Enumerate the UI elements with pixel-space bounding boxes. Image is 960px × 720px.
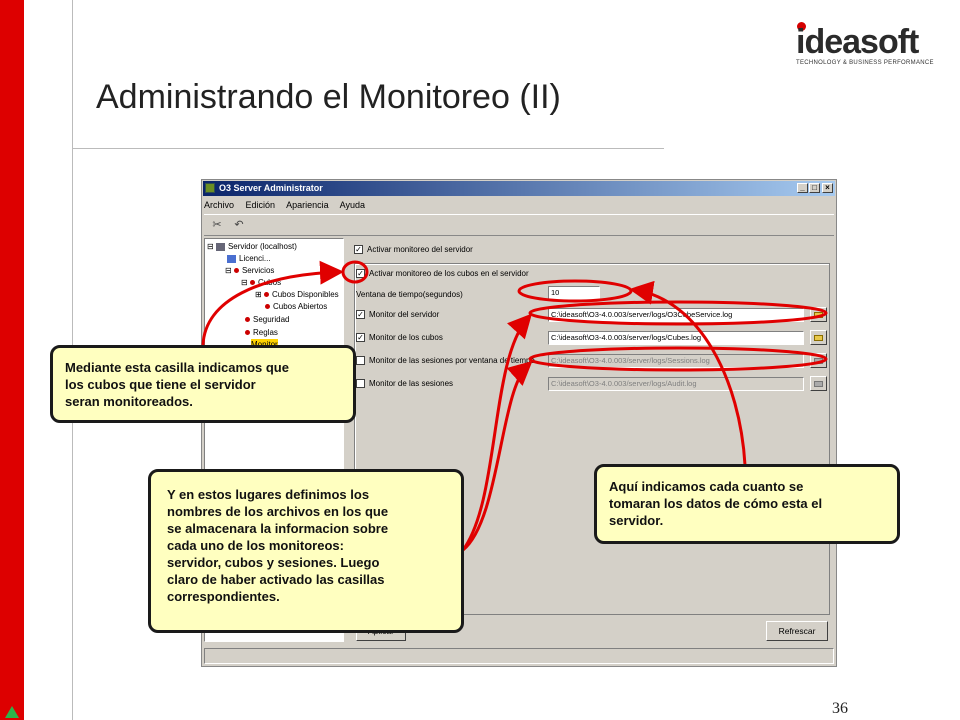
callout-time: Aquí indicamos cada cuanto se tomaran los datos de cómo esta el servidor. — [594, 464, 900, 544]
tree-item-licencia[interactable]: Licenci... — [227, 253, 271, 264]
activate-cubes-checkbox[interactable]: ✓ Activar monitoreo de los cubos en el servidor — [357, 269, 529, 279]
time-window-input[interactable]: 10 — [548, 286, 600, 300]
tree-item-servicios[interactable]: ⊟ Servicios — [225, 266, 275, 275]
checkbox-icon: ✓ — [355, 245, 362, 255]
tree-item-cubos-abiertos[interactable]: Cubos Abiertos — [265, 301, 327, 312]
checkbox-icon: ✓ — [357, 269, 364, 279]
cubes-checkbox-circle — [343, 262, 367, 282]
server-log-path[interactable]: C:\ideasoft\O3-4.0.003/server/logs/O3CubeService.log — [548, 308, 804, 322]
menu-archivo[interactable]: Archivo — [204, 200, 235, 210]
menu-apariencia[interactable]: Apariencia — [286, 200, 329, 210]
tree-item-servidor[interactable]: ⊟ Servidor (localhost) — [207, 242, 297, 251]
sessions-window-log-path[interactable]: C:\ideasoft\O3-4.0.003/server/logs/Sessions.log — [548, 354, 804, 368]
logo-tagline: TECHNOLOGY & BUSINESS PERFORMANCE — [796, 60, 934, 66]
checkbox-icon: ✓ — [357, 333, 364, 343]
files-arrow-1 — [463, 318, 528, 550]
page-number: 36 — [832, 700, 848, 717]
sessions-log-path[interactable]: C:\ideasoft\O3-4.0.003/server/logs/Audit.log — [548, 377, 804, 391]
tree-item-seguridad[interactable]: Seguridad — [245, 314, 289, 325]
close-button[interactable]: × — [822, 183, 833, 193]
tree-item-cubos-disponibles[interactable]: ⊞ Cubos Disponibles — [255, 290, 339, 299]
window-title: O3 Server Administrator — [219, 183, 323, 193]
callout-files: Y en estos lugares definimos los nombres de los archivos en los que se almacenara la informacion sobre cada uno de los monitoreos: servidor, cubos y sesiones. Luego claro de haber activado las casillas correspondientes. — [148, 469, 464, 633]
activate-server-checkbox[interactable]: ✓ Activar monitoreo del servidor — [355, 245, 473, 255]
files-arrow-2 — [463, 365, 528, 550]
slide-title: Administrando el Monitoreo (II) — [96, 78, 561, 116]
tree-item-reglas[interactable]: Reglas — [245, 327, 278, 338]
tree-item-cubos[interactable]: ⊟ Cubos — [241, 278, 282, 287]
sessions-path-circle — [530, 348, 826, 370]
cubes-log-path[interactable]: C:\ideasoft\O3-4.0.003/server/logs/Cubes.log — [548, 331, 804, 345]
cut-icon[interactable]: ✂ — [212, 219, 222, 231]
monitor-server-checkbox[interactable]: ✓ Monitor del servidor — [357, 310, 440, 320]
refresh-button[interactable]: Refrescar — [766, 621, 828, 641]
time-field-circle — [519, 281, 631, 301]
monitor-cubes-checkbox[interactable]: ✓ Monitor de los cubos — [357, 333, 443, 343]
logo-brand: ideasoft — [796, 23, 919, 61]
server-path-circle — [530, 302, 826, 324]
callout-cubes: Mediante esta casilla indicamos que los cubos que tiene el servidor seran monitoreados. — [50, 345, 356, 423]
monitor-sessions-checkbox[interactable]: Monitor de las sesiones — [356, 378, 453, 389]
time-arrow — [635, 290, 745, 465]
maximize-button[interactable]: □ — [809, 183, 820, 193]
minimize-button[interactable]: _ — [797, 183, 808, 193]
cubes-arrow — [203, 272, 338, 345]
undo-icon[interactable]: ↶ — [234, 219, 244, 231]
menu-ayuda[interactable]: Ayuda — [339, 200, 365, 210]
monitor-sessions-window-checkbox[interactable]: Monitor de las sesiones por ventana de tiempo — [356, 355, 535, 366]
time-window-label: Ventana de tiempo(segundos) — [356, 290, 463, 299]
checkbox-icon: ✓ — [357, 310, 364, 320]
menu-edicion[interactable]: Edición — [245, 200, 276, 210]
